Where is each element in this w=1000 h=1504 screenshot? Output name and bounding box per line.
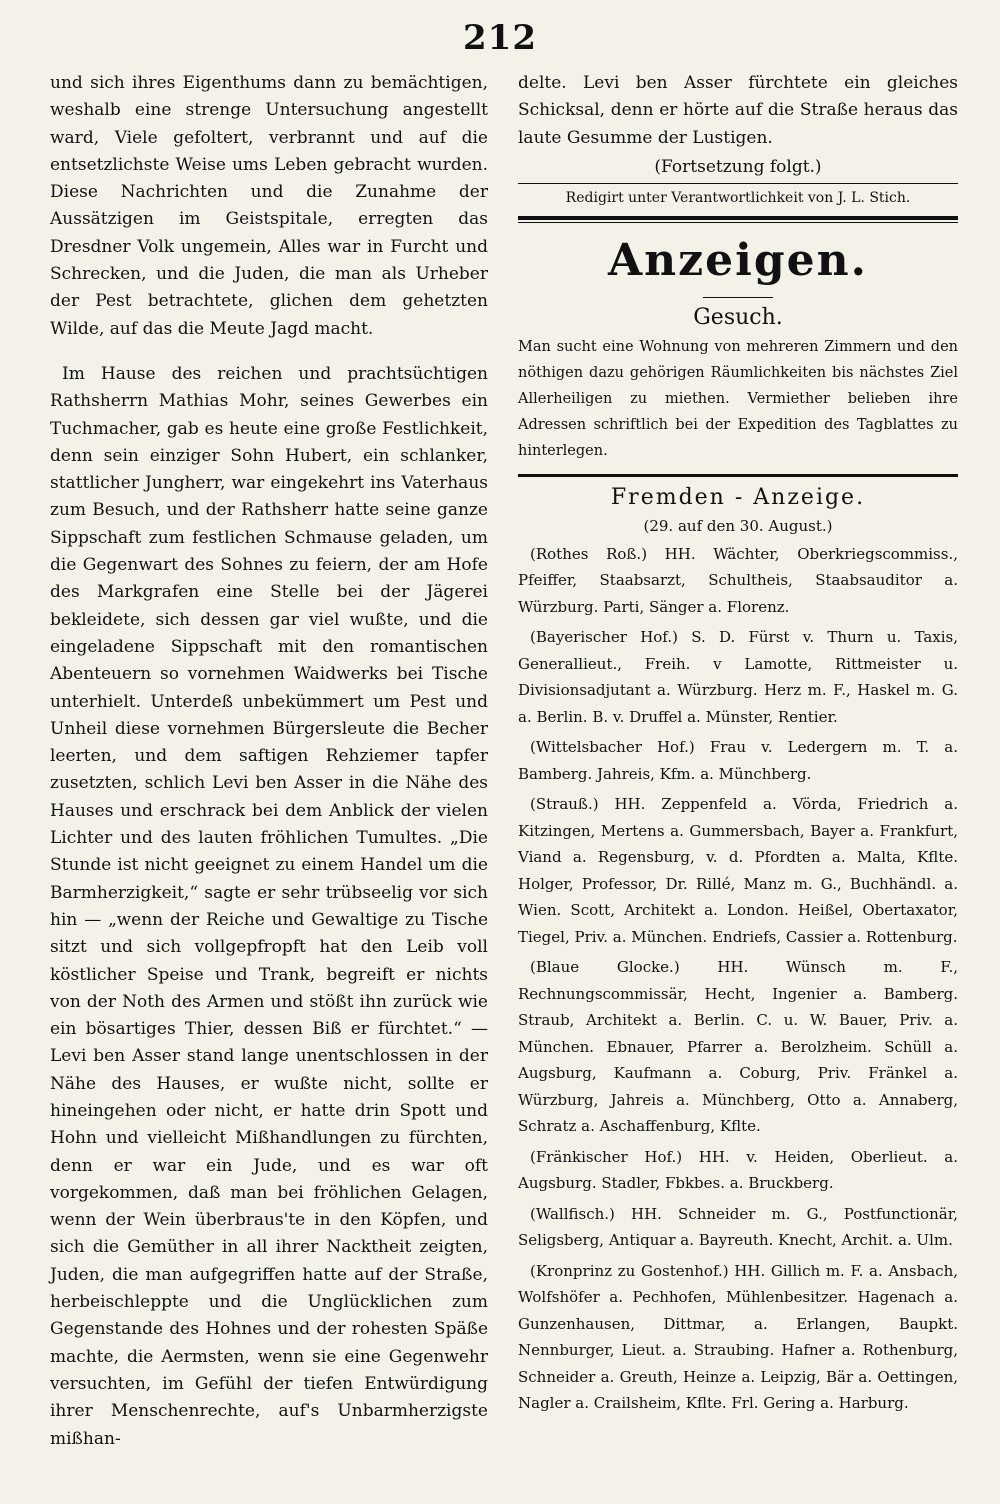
article-paragraph: und sich ihres Eigenthums dann zu bemächtigen, weshalb eine strenge Untersuchung angestellt ward, Viele gefoltert, verbrannt und auf die entsetzlichste Weise ums Leben gebracht wurden. Diese Nachrichten und die Zunahme der Aussätzigen im Geistspitale, erregten das Dresdner Volk ungemein, Alles war in Furcht und Schrecken, und die Juden, die man als Urheber der Pest betrachtete, glichen dem gehetzten Wilde, auf das die Meute Jagd macht. — [50, 73, 488, 339]
guest-entry: (Fränkischer Hof.) HH. v. Heiden, Oberlieut. a. Augsburg. Stadler, Fbkbes. a. Bruckberg. — [518, 1147, 958, 1193]
guest-entry: (Wallfisch.) HH. Schneider m. G., Postfunctionär, Seligsberg, Antiquar a. Bayreuth. Knecht, Archit. a. Ulm. — [518, 1204, 958, 1250]
guest-entry: (Wittelsbacher Hof.) Frau v. Ledergern m. T. a. Bamberg. Jahreis, Kfm. a. Münchberg. — [518, 738, 958, 783]
divider — [518, 222, 958, 223]
fremden-title: Fremden - Anzeige. — [610, 484, 866, 510]
page-number: 212 — [463, 18, 537, 58]
guest-entry: (Kronprinz zu Gostenhof.) HH. Gillich m. F. a. Ansbach, Wolfshöfer a. Pechhofen, Mühlenbesitzer. Hagenach a. Gunzenhausen, Dittmar, a. Erlangen, Baupkt. Nennburger, Lieut. a. Straubing. Hafner a. Rothenburg, Schneider a. Greuth, Heinze a. Leipzig, Bär a. Oettingen, Nagler a. Crailsheim, Kflte. Frl. Gering a. Harburg. — [518, 1261, 958, 1413]
divider — [518, 183, 958, 184]
article-continuation: delte. Levi ben Asser fürchtete ein gleiches Schicksal, denn er hörte auf die Straße heraus das laute Gesumme der Lustigen. — [518, 73, 958, 148]
continued-note: (Fortsetzung folgt.) — [654, 156, 822, 177]
guest-entry: (Bayerischer Hof.) S. D. Fürst v. Thurn u. Taxis, Generallieut., Freih. v Lamotte, Rittmeister u. Divisionsadjutant a. Würzburg. Herz m. F., Haskel m. G. a. Berlin. B. v. Druffel a. Münster, Rentier. — [518, 628, 958, 726]
guest-entry: (Strauß.) HH. Zeppenfeld a. Vörda, Friedrich a. Kitzingen, Mertens a. Gummersbach, Bayer a. Frankfurt, Viand a. Regensburg, v. d. Pfordten a. Malta, Kflte. Holger, Professor, Dr. Rillé, Manz m. G., Buchhändl. a. Wien. Scott, Architekt a. London. Heißel, Obertaxator, Tiegel, Priv. a. München. Endriefs, Cassier a. Rottenburg. — [518, 795, 958, 946]
section-title-anzeigen: Anzeigen. — [608, 234, 868, 286]
left-column — [50, 70, 488, 1453]
fremden-date: (29. auf den 30. August.) — [643, 516, 833, 535]
right-column — [518, 70, 958, 1417]
divider — [518, 216, 958, 220]
gesuch-text: Man sucht eine Wohnung von mehreren Zimmern und den nöthigen dazu gehörigen Räumlichkeiten bis nächstes Ziel Allerheiligen zu miethen. Vermiether belieben ihre Adressen schriftlich bei der Expedition des Tagblattes zu hinterlegen. — [518, 338, 958, 459]
editor-note: Redigirt unter Verantwortlichkeit von J. L. Stich. — [565, 189, 911, 206]
guest-entry: (Blaue Glocke.) HH. Wünsch m. F., Rechnungscommissär, Hecht, Ingenier a. Bamberg. Straub, Architekt a. Berlin. C. u. W. Bauer, Priv. a. München. Ebnauer, Pfarrer a. Berolzheim. Schüll a. Augsburg, Kaufmann a. Coburg, Priv. Fränkel a. Würzburg, Jahreis a. Münchberg, Otto a. Annaberg, Schratz a. Aschaffenburg, Kflte. — [518, 958, 958, 1136]
guest-entry: (Rothes Roß.) HH. Wächter, Oberkriegscommiss., Pfeiffer, Staabsarzt, Schultheis, Staabsauditor a. Würzburg. Parti, Sänger a. Florenz. — [518, 544, 958, 616]
divider — [518, 474, 958, 477]
article-paragraph: Im Hause des reichen und prachtsüchtigen Rathsherrn Mathias Mohr, seines Gewerbes ein Tuchmacher, gab es heute eine große Festlichkeit, denn sein einziger Sohn Hubert, ein schlanker, stattlicher Jungherr, war eingekehrt ins Vaterhaus zum Besuch, und der Rathsherr hatte seine ganze Sippschaft zum festlichen Schmause geladen, um die Gegenwart des Sohnes zu feiern, der am Hofe des Markgrafen eine Stelle bei der Jägerei bekleidete, sich dessen gar viel wußte, und die eingeladene Sippschaft mit den romantischen Abenteuern so vornehmen Waidwerks bei Tische unterhielt. Unterdeß unbekümmert um Pest und Unheil diese vornehmen Bürgersleute die Becher leerten, und dem saftigen Rehziemer tapfer zusetzten, schlich Levi ben Asser in die Nähe des Hauses und erschrack bei dem Anblick der vielen Lichter und des lauten fröhlichen Tumultes. „Die Stunde ist nicht geeignet zu einem Handel um die Barmherzigkeit,“ sagte er sehr trübseelig vor sich hin — „wenn der Reiche und Gewaltige zu Tische sitzt und sich vollgepfropft hat den Leib voll köstlicher Speise und Trank, begreift er nichts von der Noth des Armen und stößt ihn zurück wie ein bösartiges Thier, dessen Biß er fürchtet.“ — Levi ben Asser stand lange unentschlossen in der Nähe des Hauses, er wußte nicht, sollte er hineingehen oder nicht, er hatte drin Spott und Hohn und vielleicht Mißhandlungen zu fürchten, denn er war ein Jude, und es war oft vorgekommen, daß man bei fröhlichen Gelagen, wenn der Wein überbraus'te in den Köpfen, und sich die Gemüther in all ihrer Nacktheit zeigten, Juden, die man aufgegriffen hatte auf der Straße, herbeischleppte und die Unglücklichen zum Gegenstande des Hohnes und der rohesten Späße machte, die Aermsten, wenn sie eine Gegenwehr versuchten, im Gefühl der tiefen Entwürdigung ihrer Menschenrechte, auf's Unbarmherzigste mißhan- — [50, 363, 488, 1449]
gesuch-title: Gesuch. — [693, 304, 783, 330]
divider — [703, 297, 773, 298]
